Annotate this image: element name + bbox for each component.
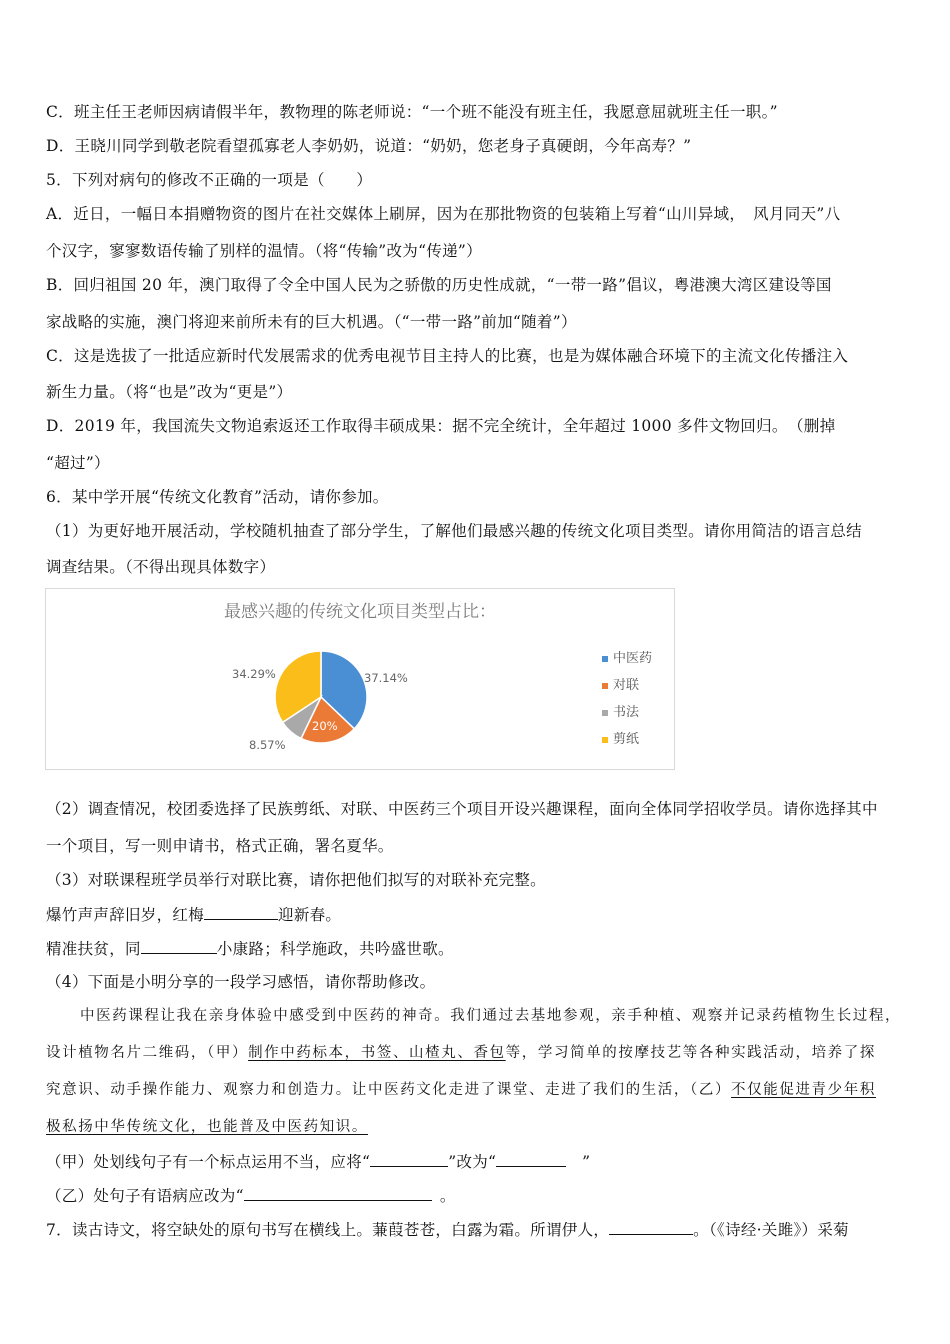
- text: 究意识、动手操作能力、观察力和创造力。让中医药文化走进了课堂、走进了我们的生活，（乙）: [46, 1082, 732, 1098]
- q5-option-d-line1: [46, 415, 835, 437]
- passage-line2: [46, 1042, 876, 1064]
- answer-blank[interactable]: [141, 937, 217, 954]
- jia-question: [46, 1150, 590, 1173]
- question-6: [46, 486, 389, 508]
- answer-blank[interactable]: [609, 1218, 693, 1235]
- slice-label-calligraphy: 8.57%: [249, 738, 286, 752]
- text: 7．读古诗文，将空缺处的原句书写在横线上。蒹葭苍苍，白露为霜。所谓伊人，: [46, 1221, 610, 1239]
- legend-swatch: [602, 683, 608, 689]
- text: 个汉字，寥寥数语传输了别样的温情。（将“传输”改为“传递”）: [46, 242, 482, 260]
- text: ”改为“: [448, 1153, 497, 1171]
- answer-blank[interactable]: [496, 1150, 566, 1167]
- text: 爆竹声声辞旧岁，红梅: [46, 906, 205, 924]
- question-7: [46, 1218, 849, 1241]
- answer-blank[interactable]: [204, 903, 278, 920]
- text: 设计植物名片二维码，（甲）: [46, 1045, 249, 1061]
- text: （甲）处划线句子有一个标点运用不当，应将“: [46, 1153, 371, 1171]
- passage-line1: [80, 1005, 901, 1027]
- q5-option-d-line2: [46, 452, 110, 474]
- text: 6．某中学开展“传统文化教育”活动，请你参加。: [46, 488, 389, 506]
- slice-label-tcm: 37.14%: [364, 671, 408, 685]
- text: 家战略的实施，澳门将迎来前所未有的巨大机遇。（“一带一路”前加“随着”）: [46, 313, 577, 331]
- underlined-text: 极私扬中华传统文化，也能普及中医药知识。: [46, 1119, 368, 1135]
- answer-blank[interactable]: [244, 1184, 432, 1201]
- text: （4）下面是小明分享的一段学习感悟，请你帮助修改。: [46, 973, 436, 991]
- q6-part1-line2: [46, 556, 275, 578]
- passage-line3: [46, 1079, 876, 1101]
- q5-option-c-line2: [46, 381, 292, 403]
- q5-option-a-line1: [46, 203, 840, 225]
- q5-option-b-line1: [46, 274, 832, 296]
- q5-option-a-line2: [46, 240, 482, 262]
- question-5: [46, 169, 372, 191]
- legend-item-couplet: [602, 674, 639, 693]
- legend-label: 对联: [613, 678, 640, 693]
- q6-part1-line1: [46, 520, 862, 542]
- legend-label: 剪纸: [613, 732, 640, 747]
- q5-option-c-line1: [46, 345, 848, 367]
- text: 小康路；科学施政，共吟盛世歌。: [216, 940, 454, 958]
- text: D．2019 年，我国流失文物追索返还工作取得丰硕成果：据不完全统计，全年超过 1000 多件文物回归。 （删掉: [46, 417, 836, 435]
- chart-title: 最感兴趣的传统文化项目类型占比：: [224, 602, 496, 622]
- underlined-text: 制作中药标本，书签、山楂丸、香包: [248, 1045, 506, 1061]
- text: 调查结果。（不得出现具体数字）: [46, 558, 276, 576]
- legend-swatch: [602, 656, 608, 662]
- text: 迎新春。: [278, 906, 342, 924]
- legend-item-tcm: [602, 647, 652, 666]
- q6-part2-line2: [46, 835, 394, 857]
- legend-swatch: [602, 737, 608, 743]
- text: ”: [566, 1153, 591, 1171]
- text: 新生力量。（将“也是”改为“更是”）: [46, 383, 293, 401]
- legend-item-papercut: [602, 728, 639, 747]
- pie-svg: [46, 589, 674, 769]
- text: （3）对联课程班学员举行对联比赛，请你把他们拟写的对联补充完整。: [46, 871, 546, 889]
- text: 。: [439, 1187, 456, 1205]
- text: B．回归祖国 20 年，澳门取得了令全中国人民为之骄傲的历史性成就，“一带一路”倡议，粤港澳大湾区建设等国: [46, 276, 832, 294]
- text: C．这是选拔了一批适应新时代发展需求的优秀电视节目主持人的比赛，也是为媒体融合环境下的主流文化传播注入: [46, 347, 849, 365]
- text: 5．下列对病句的修改不正确的一项是（ ）: [46, 171, 373, 189]
- text: 等，学习简单的按摩技艺等各种实践活动，培养了探: [505, 1045, 876, 1061]
- underlined-text: 不仅能促进青少年积: [731, 1082, 876, 1098]
- slice-label-papercut: 34.29%: [232, 667, 276, 681]
- couplet-line1: [46, 903, 341, 926]
- q6-part2-line1: [46, 798, 878, 820]
- text: （2）调查情况，校团委选择了民族剪纸、对联、中医药三个项目开设兴趣课程，面向全体同学招收学员。请你选择其中: [46, 800, 878, 818]
- yi-question: [46, 1184, 456, 1207]
- text: D．王晓川同学到敬老院看望孤寡老人李奶奶，说道：“奶奶，您老身子真硬朗，今年高寿？”: [46, 137, 692, 155]
- legend-label: 中医药: [613, 651, 653, 666]
- pie-chart: [45, 588, 675, 770]
- text: A．近日，一幅日本捐赠物资的图片在社交媒体上刷屏，因为在那批物资的包装箱上写着“山川异域， 风月同天”八: [46, 205, 841, 223]
- text: （乙）处句子有语病应改为“: [46, 1187, 244, 1205]
- q6-part3: [46, 869, 546, 891]
- text: 一个项目，写一则申请书，格式正确，署名夏华。: [46, 837, 394, 855]
- passage-line4: [46, 1116, 368, 1138]
- text: 中医药课程让我在亲身体验中感受到中医药的神奇。我们通过去基地参观，亲手种植、观察并记录药植物生长过程，: [80, 1008, 902, 1024]
- legend-label: 书法: [613, 705, 640, 720]
- q4-option-c: [46, 101, 778, 123]
- q5-option-b-line2: [46, 311, 577, 333]
- text: C．班主任王老师因病请假半年，教物理的陈老师说：“一个班不能没有班主任，我愿意屈就班主任一职。”: [46, 103, 778, 121]
- q6-part4: [46, 971, 435, 993]
- couplet-line2: [46, 937, 454, 960]
- q4-option-d: [46, 135, 691, 157]
- text: 精准扶贫，同: [46, 940, 141, 958]
- legend-item-calligraphy: [602, 701, 639, 720]
- answer-blank[interactable]: [370, 1150, 448, 1167]
- text: “超过”）: [46, 454, 110, 472]
- legend-swatch: [602, 710, 608, 716]
- text: 。（《诗经·关雎》）采菊: [693, 1221, 849, 1239]
- text: （1）为更好地开展活动，学校随机抽查了部分学生，了解他们最感兴趣的传统文化项目类型。请你用简洁的语言总结: [46, 522, 862, 540]
- slice-label-couplet: 20%: [312, 719, 338, 733]
